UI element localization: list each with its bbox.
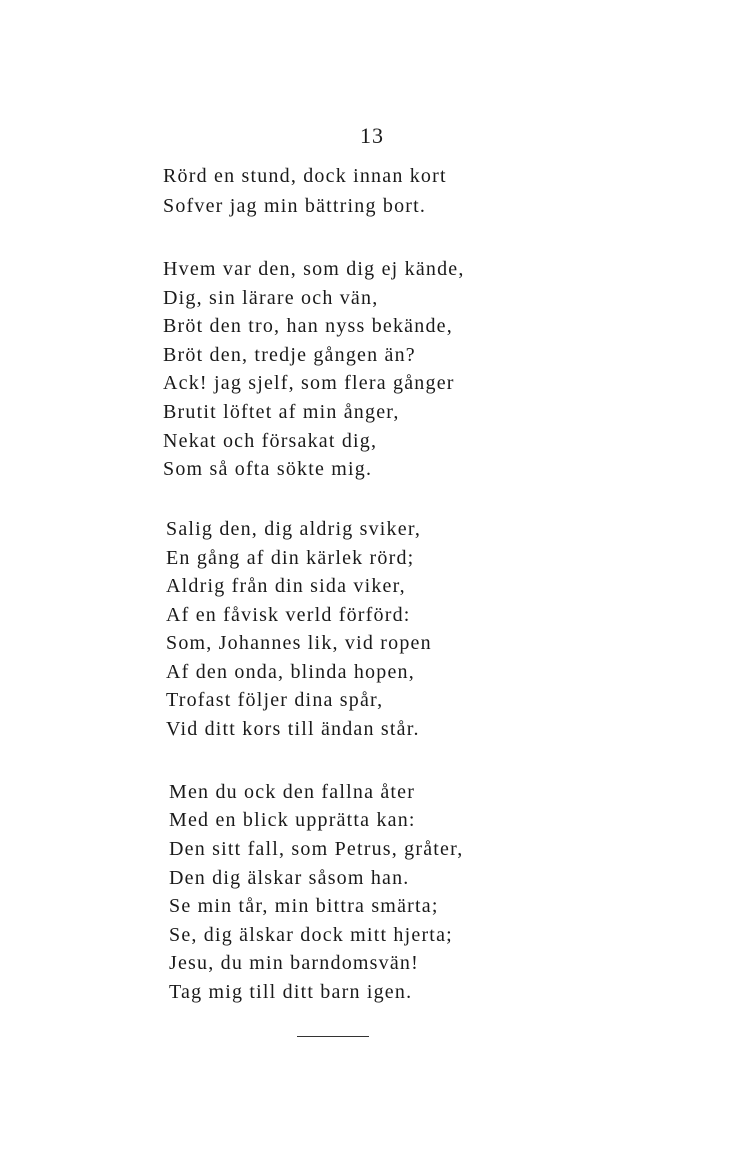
- verse-line: Vid ditt kors till ändan står.: [166, 718, 420, 740]
- verse-line: Den sitt fall, som Petrus, gråter,: [169, 838, 464, 860]
- verse-line: Rörd en stund, dock innan kort: [163, 165, 447, 187]
- closing-rule: [297, 1036, 369, 1037]
- verse-line: Hvem var den, som dig ej kände,: [163, 258, 465, 280]
- verse-line: Tag mig till ditt barn igen.: [169, 981, 413, 1003]
- verse-line: Bröt den, tredje gången än?: [163, 344, 416, 366]
- verse-line: Aldrig från din sida viker,: [166, 575, 406, 597]
- verse-line: Salig den, dig aldrig sviker,: [166, 518, 422, 540]
- verse-line: Bröt den tro, han nyss bekände,: [163, 315, 453, 337]
- verse-line: Jesu, du min barndomsvän!: [169, 952, 419, 974]
- verse-line: Med en blick upprätta kan:: [169, 809, 416, 831]
- verse-line: Ack! jag sjelf, som flera gånger: [163, 372, 455, 394]
- verse-line: Se, dig älskar dock mitt hjerta;: [169, 924, 453, 946]
- verse-line: Se min tår, min bittra smärta;: [169, 895, 439, 917]
- verse-line: Brutit löftet af min ånger,: [163, 401, 400, 423]
- verse-line: Sofver jag min bättring bort.: [163, 195, 427, 217]
- verse-line: Nekat och försakat dig,: [163, 430, 378, 452]
- verse-line: Den dig älskar såsom han.: [169, 867, 410, 889]
- verse-line: Som så ofta sökte mig.: [163, 458, 373, 480]
- verse-line: Af den onda, blinda hopen,: [166, 661, 415, 683]
- verse-line: Men du ock den fallna åter: [169, 781, 416, 803]
- verse-line: En gång af din kärlek rörd;: [166, 547, 415, 569]
- verse-line: Trofast följer dina spår,: [166, 689, 384, 711]
- verse-line: Dig, sin lärare och vän,: [163, 287, 379, 309]
- verse-line: Som, Johannes lik, vid ropen: [166, 632, 432, 654]
- verse-line: Af en fåvisk verld förförd:: [166, 604, 411, 626]
- page-number: 13: [360, 123, 384, 148]
